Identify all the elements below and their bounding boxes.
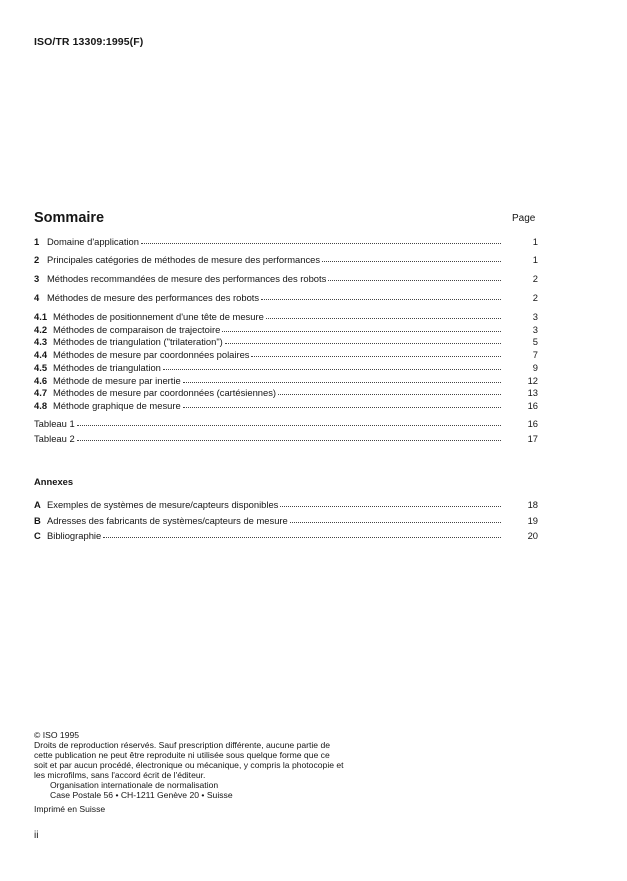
copyright-notice: [34, 730, 382, 814]
toc-entry-4[interactable]: [34, 290, 538, 303]
rights-line: les microfilms, sans l'accord écrit de l'éditeur.: [34, 770, 206, 780]
leader-dots: [278, 394, 501, 395]
toc-entry-number: 4.3: [34, 336, 48, 347]
toc-entry-text: Méthode de mesure par inertie: [53, 375, 181, 386]
leader-dots: [77, 440, 501, 441]
annex-entry-a[interactable]: [34, 497, 538, 510]
toc-entry-page: 17: [527, 433, 538, 444]
toc-entry-text: Méthodes de positionnement d'une tête de mesure: [53, 311, 264, 322]
leader-dots: [222, 331, 501, 332]
toc-entry-2[interactable]: [34, 252, 538, 265]
toc-entry-text: Tableau 1: [34, 418, 75, 429]
annex-text: Adresses des fabricants de systèmes/capteurs de mesure: [47, 515, 288, 526]
leader-dots: [280, 506, 501, 507]
leader-dots: [141, 243, 501, 244]
leader-dots: [225, 343, 501, 344]
page-number: ii: [34, 830, 39, 841]
annex-text: Exemples de systèmes de mesure/capteurs disponibles: [47, 499, 279, 510]
annex-letter: C: [34, 530, 41, 541]
leader-dots: [163, 369, 501, 370]
rights-line: Droits de reproduction réservés. Sauf prescription différente, aucune partie de: [34, 740, 331, 750]
document-id: ISO/TR 13309:1995(F): [34, 36, 144, 48]
toc-entry-text: Méthodes de triangulation: [53, 362, 161, 373]
toc-entry-text: Méthodes de mesure par coordonnées polaires: [53, 349, 250, 360]
annex-entry-c[interactable]: [34, 528, 538, 541]
toc-entry-text: Méthodes de mesure par coordonnées (cartésiennes): [53, 387, 277, 398]
leader-dots: [183, 407, 501, 408]
leader-dots: [251, 356, 501, 357]
toc-entry-4-3[interactable]: [34, 334, 538, 347]
toc-entry-text: Méthodes recommandées de mesure des performances des robots: [47, 273, 327, 284]
toc-entry-page: 3: [532, 324, 538, 335]
toc-entry-page: 1: [532, 236, 538, 247]
toc-entry-text: Méthodes de triangulation ("trilateration"): [53, 336, 223, 347]
publisher-address: Case Postale 56 • CH-1211 Genève 20 • Suisse: [50, 790, 233, 800]
toc-entry-page: 5: [532, 336, 538, 347]
toc-entry-4-5[interactable]: [34, 360, 538, 373]
leader-dots: [183, 382, 501, 383]
toc-entry-number: 2: [34, 254, 40, 265]
toc-entry-4-1[interactable]: [34, 309, 538, 322]
copyright-line: © ISO 1995: [34, 730, 80, 740]
leader-dots: [290, 522, 501, 523]
toc-entry-page: 1: [532, 254, 538, 265]
annex-page: 18: [527, 499, 538, 510]
toc-entry-page: 9: [532, 362, 538, 373]
toc-entry-page: 3: [532, 311, 538, 322]
toc-entry-text: Domaine d'application: [47, 236, 139, 247]
leader-dots: [261, 299, 501, 300]
toc-entry-text: Méthodes de mesure des performances des robots: [47, 292, 260, 303]
toc-entry-number: 4.8: [34, 400, 48, 411]
annex-entry-b[interactable]: [34, 513, 538, 526]
toc-entry-1[interactable]: [34, 234, 538, 247]
toc-entry-number: 4.2: [34, 324, 48, 335]
toc-entry-number: 4.1: [34, 311, 48, 322]
leader-dots: [103, 537, 501, 538]
toc-title: Sommaire: [34, 210, 105, 226]
leader-dots: [77, 425, 501, 426]
toc-entry-text: Méthodes de comparaison de trajectoire: [53, 324, 221, 335]
toc-entry-4-4[interactable]: [34, 347, 538, 360]
toc-entry-number: 4.5: [34, 362, 48, 373]
toc-entry-4-7[interactable]: [34, 385, 538, 398]
rights-line: soit et par aucun procédé, électronique ou mécanique, y compris la photocopie et: [34, 760, 344, 770]
rights-line: cette publication ne peut être reproduite ni utilisée sous quelque forme que ce: [34, 750, 330, 760]
leader-dots: [322, 261, 501, 262]
toc-entry-4-8[interactable]: [34, 398, 538, 411]
toc-entry-page: 2: [532, 292, 538, 303]
toc-entry-number: 4: [34, 292, 40, 303]
annexes-heading: Annexes: [34, 476, 74, 487]
toc-entry-text: Méthode graphique de mesure: [53, 400, 181, 411]
toc-entry-page: 12: [527, 375, 538, 386]
annex-letter: B: [34, 515, 41, 526]
leader-dots: [266, 318, 501, 319]
toc-entry-tableau-2[interactable]: [34, 431, 538, 444]
toc-entry-text: Principales catégories de méthodes de mesure des performances: [47, 254, 321, 265]
toc-entry-page: 16: [527, 400, 538, 411]
toc-entry-page: 16: [527, 418, 538, 429]
toc-entry-tableau-1[interactable]: [34, 416, 538, 429]
toc-entry-number: 4.7: [34, 387, 48, 398]
toc-entry-number: 1: [34, 236, 40, 247]
annex-page: 20: [527, 530, 538, 541]
page-column-label: Page: [512, 213, 536, 224]
toc-entry-page: 7: [532, 349, 538, 360]
leader-dots: [328, 280, 501, 281]
toc-entry-number: 4.4: [34, 349, 48, 360]
publisher-name: Organisation internationale de normalisation: [50, 780, 219, 790]
toc-entry-text: Tableau 2: [34, 433, 75, 444]
toc-entry-page: 13: [527, 387, 538, 398]
toc-entry-number: 4.6: [34, 375, 48, 386]
annex-letter: A: [34, 499, 41, 510]
printed-in: Imprimé en Suisse: [34, 804, 106, 814]
toc-entry-3[interactable]: [34, 271, 538, 284]
annex-text: Bibliographie: [47, 530, 102, 541]
toc-entry-page: 2: [532, 273, 538, 284]
toc-entry-number: 3: [34, 273, 40, 284]
annex-page: 19: [527, 515, 538, 526]
